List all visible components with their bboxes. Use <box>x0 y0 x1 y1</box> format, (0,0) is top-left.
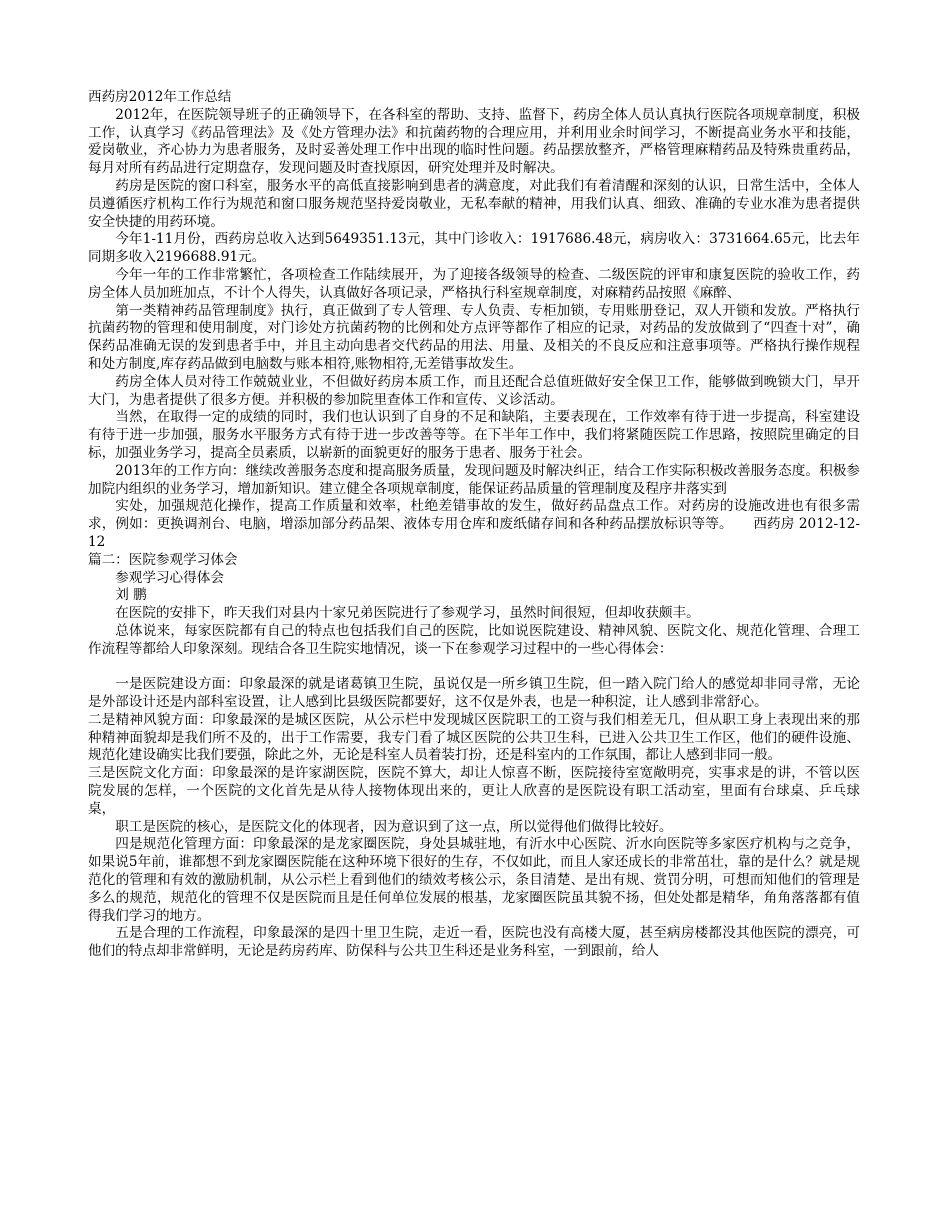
section-subheading: 参观学习心得体会 <box>115 569 224 586</box>
paragraph-q1: 在医院的安排下，昨天我们对县内十家兄弟医院进行了参观学习，虽然时间很短，但却收获颇丰。 <box>115 605 700 622</box>
document-title: 西药房2012年工作总结 <box>88 89 232 105</box>
paragraph-q8: 五是合理的工作流程，印象最深的是四十里卫生院，走近一看，医院也没有高楼大厦，甚至病房楼都没其他医院的漂亮，可他们的特点却非常鲜明，无论是药房药库、防保科与公共卫生科还是业务科室，一到跟前，给人 <box>88 925 860 960</box>
paragraph-q6: 职工是医院的核心，是医院文化的体现者，因为意识到了这一点，所以觉得他们做得比较好。 <box>115 818 673 835</box>
document-page <box>88 89 860 961</box>
paragraph-q3: 一是医院建设方面：印象最深的就是诸葛镇卫生院，虽说仅是一所乡镇卫生院，但一踏入院门给人的感觉却非同寻常，无论是外部设计还是内部科室设置，让人感到比县级医院都要好，这不仅是外表，也是一种积淀，让人感到非常舒心。 <box>88 676 860 711</box>
paragraph-q2: 总体说来，每家医院都有自己的特点也包括我们自己的医院，比如说医院建设、精神风貌、医院文化、规范化管理、合理工作流程等都给人印象深刻。现结合各卫生院实地情况，谈一下在参观学习过程中的一些心得体会： <box>88 622 860 657</box>
paragraph-2: 药房是医院的窗口科室，服务水平的高低直接影响到患者的满意度，对此我们有着清醒和深刻的认识，日常生活中，全体人员遵循医疗机构工作行为规范和窗口服务规范坚持爱岗敬业，无私奉献的精神，用我们认真、细致、准确的专业水准为患者提供安全快捷的用药环境。 <box>88 177 860 230</box>
paragraph-1: 2012年，在医院领导班子的正确领导下，在各科室的帮助、支持、监督下，药房全体人员认真执行医院各项规章制度，积极工作，认真学习《药品管理法》及《处方管理办法》和抗菌药物的合理应用，并利用业余时间学习，不断提高业务水平和技能，爱岗敬业，齐心协力为患者服务，及时妥善处理工作中出现的临时性问题。药品摆放整齐，严格管理麻精药品及特殊贵重药品，每月对所有药品进行定期盘存，发现问题及时查找原因，研究处理并及时解决。 <box>88 106 860 177</box>
paragraph-q7: 四是规范化管理方面：印象最深的是龙家圈医院，身处县城驻地，有沂水中心医院、沂水向医院等多家医疗机构与之竞争，如果说5年前，谁都想不到龙家圈医院能在这种环境下很好的生存，不仅如此，而且人家还成长的非常茁壮，靠的是什么？就是规范化的管理和有效的激励机制，从公示栏上看到他们的绩效考核公示，条目清楚、是出有规、赏罚分明，可想而知他们的管理是多么的规范，规范化的管理不仅是医院而且是任何单位发展的根基，龙家圈医院虽其貌不扬，但处处都是精华，角角落落都有值得我们学习的地方。 <box>88 836 860 924</box>
paragraph-9: 实处，加强规范化操作，提高工作质量和效率，杜绝差错事故的发生，做好药品盘点工作。对药房的设施改进也有很多需求，例如：更换调剂台、电脑，增添加部分药品架、液体专用仓库和废纸储存间和各种药品摆放标识等等。 西药房 2012-12-12 <box>88 498 860 550</box>
paragraph-4: 今年一年的工作非常繁忙，各项检查工作陆续展开，为了迎接各级领导的检查、二级医院的评审和康复医院的验收工作，药房全体人员加班加点，不计个人得失，认真做好各项记录，严格执行科室规章制度，对麻精药品按照《麻醉、 <box>88 266 860 301</box>
paragraph-q4: 二是精神风貌方面：印象最深的是城区医院，从公示栏中发现城区医院职工的工资与我们相差无几，但从职工身上表现出来的那种精神面貌却是我们所不及的，出于工作需要，我专门看了城区医院的公共卫生科，已进入公共卫生工作区，他们的硬件设施、规范化建设确实比我们要强，除此之外，无论是科室人员着装打扮，还是科室内的工作氛围，都让人感到非同一般。 <box>88 711 860 764</box>
paragraph-5: 第一类精神药品管理制度》执行，真正做到了专人管理、专人负责、专柜加锁，专用账册登记，双人开锁和发放。严格执行抗菌药物的管理和使用制度，对门诊处方抗菌药物的比例和处方点评等都作了相应的记录，对药品的发放做到了“四查十对”，确保药品准确无误的发到患者手中，并且主动向患者交代药品的用法、用量、及相关的不良反应和注意事项等。严格执行操作规程和处方制度,库存药品做到电脑数与账本相符,账物相符,无差错事故发生。 <box>88 302 860 372</box>
paragraph-7: 当然，在取得一定的成绩的同时，我们也认识到了自身的不足和缺陷，主要表现在，工作效率有待于进一步提高，科室建设有待于进一步加强，服务水平服务方式有待于进一步改善等等。在下半年工作中，我们将紧随医院工作思路，按照院里确定的目标，加强业务学习，提高全员素质，以崭新的面貌更好的服务于患者、服务于社会。 <box>88 409 860 461</box>
paragraph-3: 今年1-11月份，西药房总收入达到5649351.13元，其中门诊收入：1917686.48元，病房收入：3731664.65元，比去年同期多收入2196688.91元。 <box>88 231 860 266</box>
section-heading: 篇二：医院参观学习体会 <box>88 551 238 568</box>
paragraph-6: 药房全体人员对待工作兢兢业业，不但做好药房本质工作，而且还配合总值班做好安全保卫工作，能够做到晚锁大门，早开大门，为患者提供了很多方便。并积极的参加院里查体工作和宣传、义诊活动。 <box>88 373 860 408</box>
paragraph-8: 2013年的工作方向：继续改善服务态度和提高服务质量，发现问题及时解决纠正，结合工作实际积极改善服务态度。积极参加院内组织的业务学习，增加新知识。建立健全各项规章制度，能保证药品质量的管理制度及程序井落实到 <box>88 462 860 497</box>
author-name: 刘 鹏 <box>115 587 147 604</box>
paragraph-q5: 三是医院文化方面：印象最深的是许家湖医院，医院不算大，却让人惊喜不断，医院接待室宽敞明亮，实事求是的讲，不管以医院发展的怎样，一个医院的文化首先是从待人接物体现出来的，更让人欣喜的是医院设有职工活动室，里面有台球桌、乒乓球桌， <box>88 765 860 817</box>
blank-line <box>88 659 860 677</box>
